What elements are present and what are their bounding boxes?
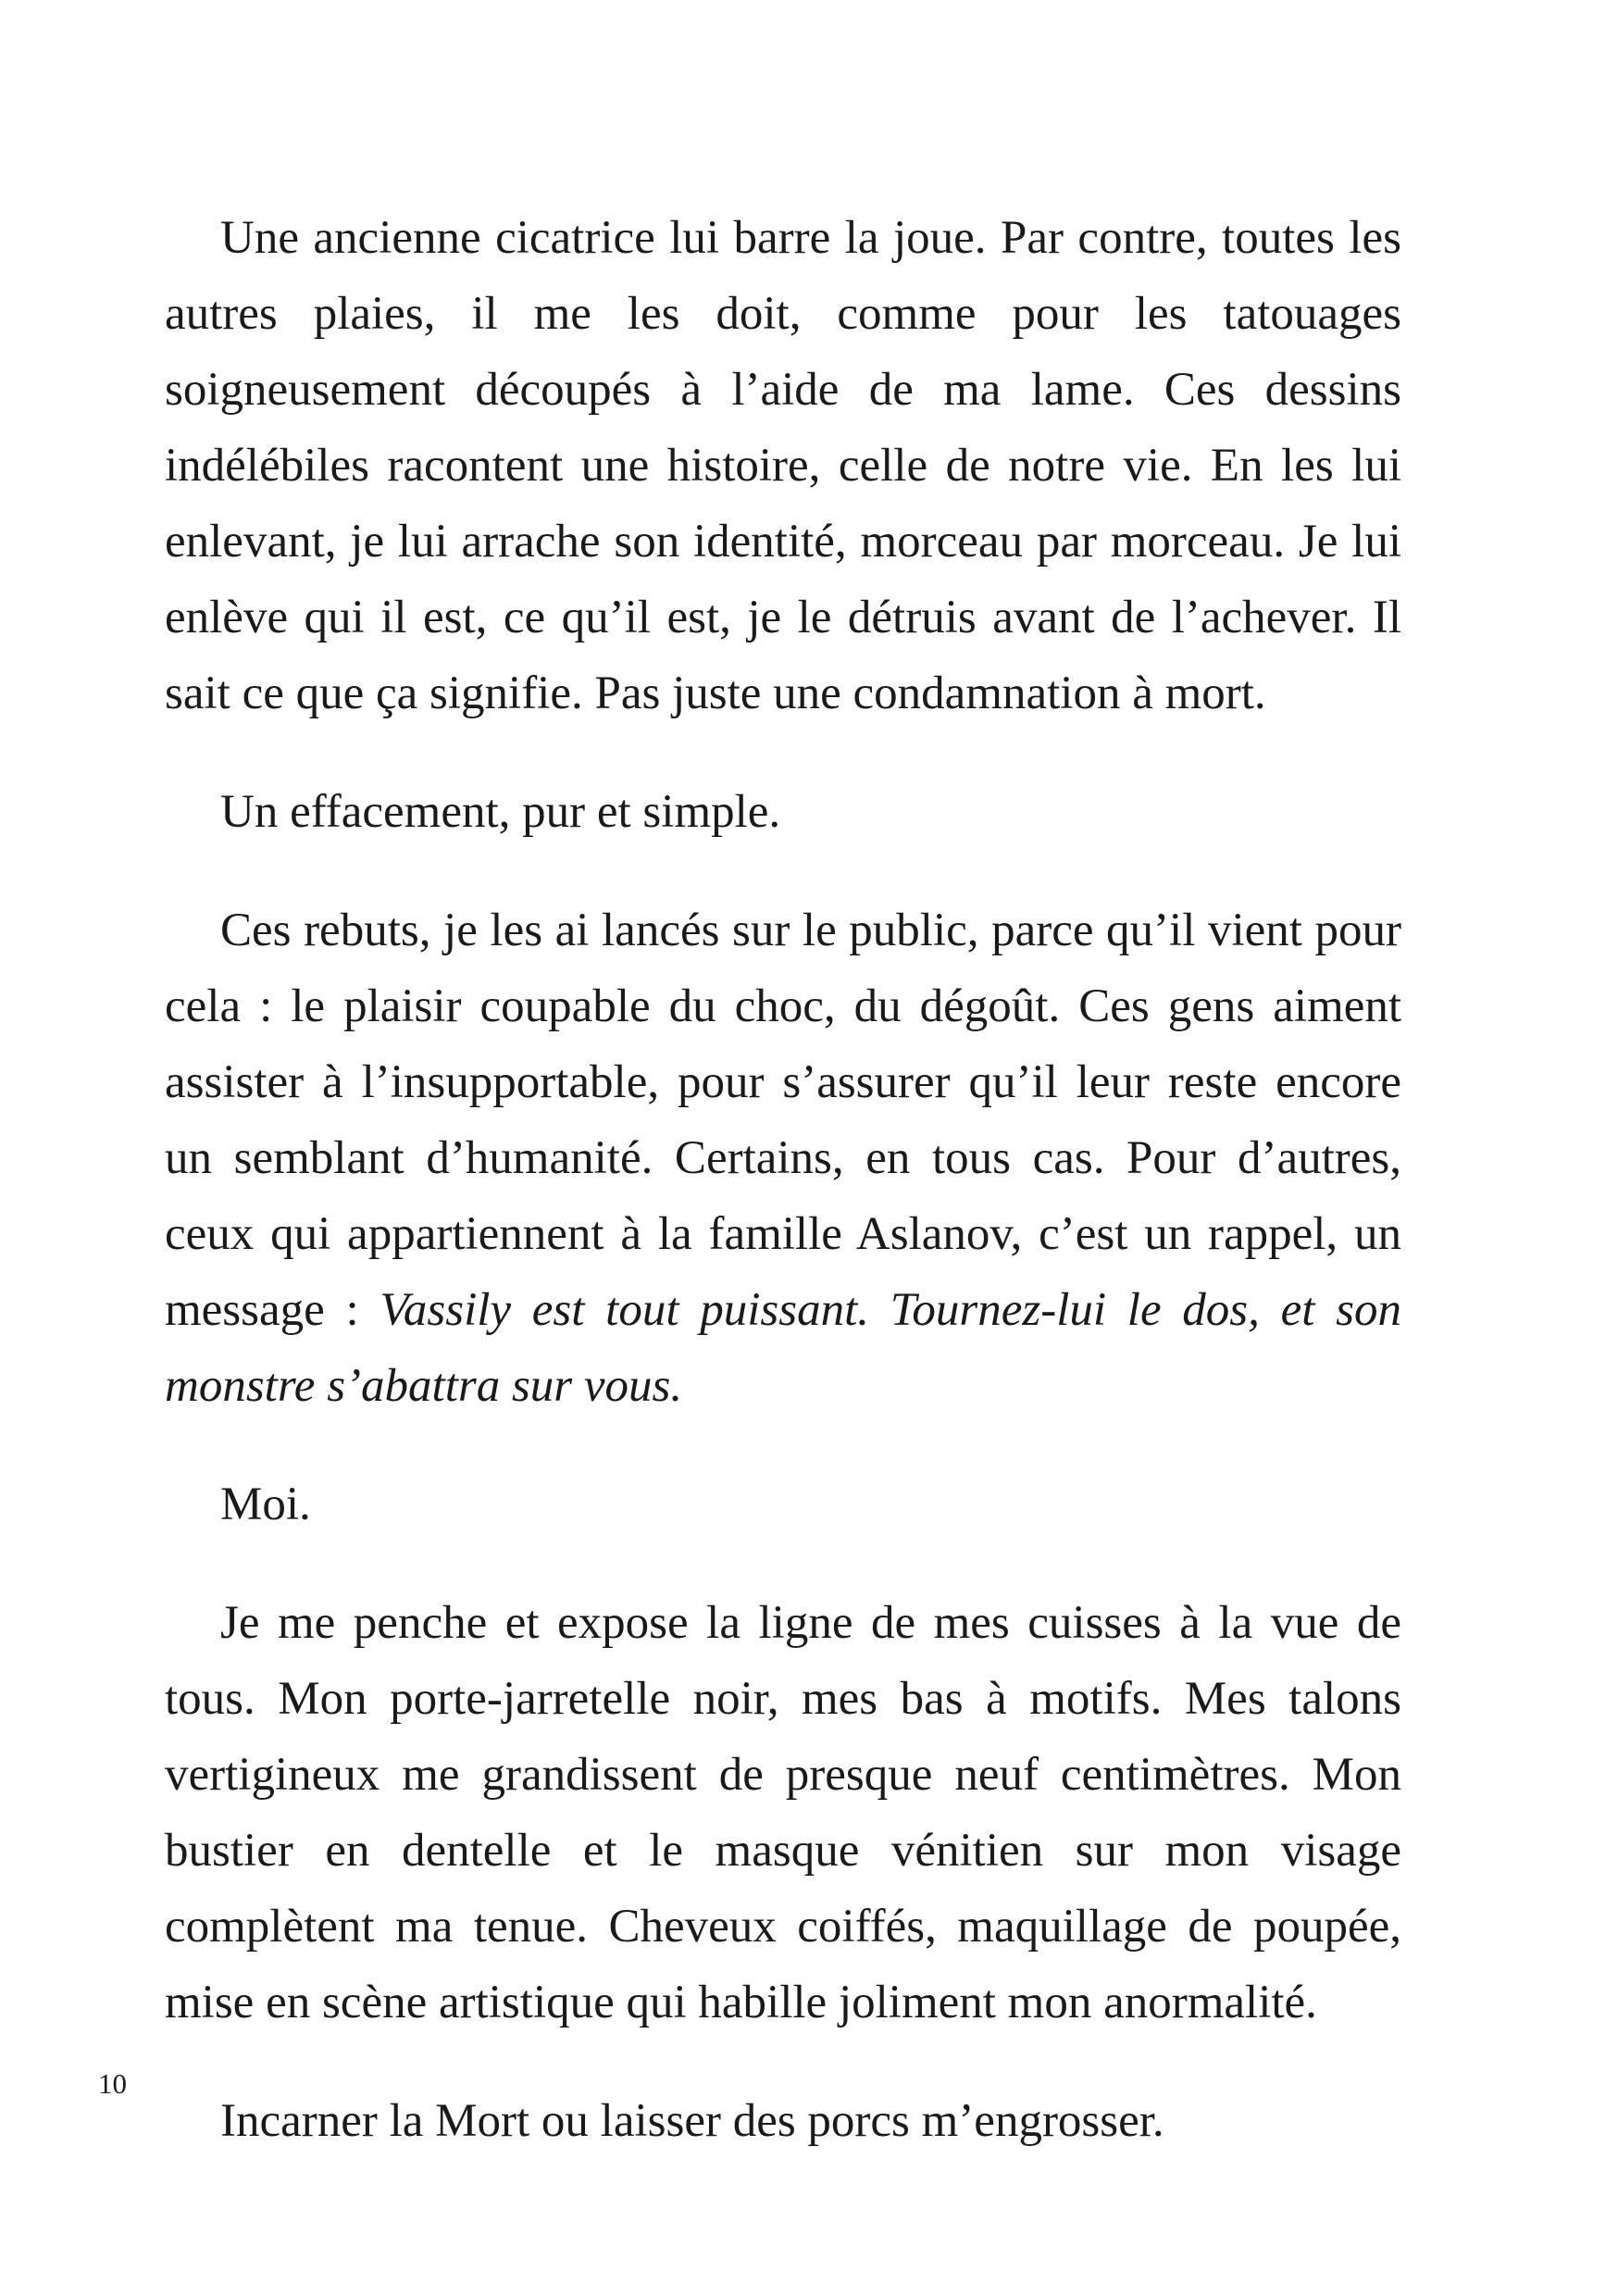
paragraph-moi-text: Moi. (220, 1479, 311, 1530)
paragraph-costume (165, 1585, 1401, 2040)
paragraph-moi (165, 1466, 1401, 1542)
paragraph-public-text: Ces rebuts, je les ai lancés sur le public, parce qu’il vient pour cela : le plaisir coupable du choc, du dégoût. Ces gens aiment assister à l’insupportable, pour s’assurer qu’il leur reste encore un semblant d’humanité. Certains, en tous cas. Pour d’autres, ceux qui appartiennent à la famille Aslanov, c’est un rappel, un message : (165, 905, 1401, 1336)
paragraph-public (165, 892, 1401, 1424)
page-number: 10 (98, 2067, 127, 2100)
paragraph-scar (165, 200, 1401, 731)
paragraph-scar-text: Une ancienne cicatrice lui barre la joue. Par contre, toutes les autres plaies, il me les doit, comme pour les tatouages soigneusement découpés à l’aide de ma lame. Ces dessins indélébiles racontent une histoire, celle de notre vie. En les lui enlevant, je lui arrache son identité, morceau par morceau. Je lui enlève qui il est, ce qu’il est, je le détruis avant de l’achever. Il sait ce que ça signifie. Pas juste une condamnation à mort. (165, 212, 1401, 719)
paragraph-final-text: Incarner la Mort ou laisser des porcs m’engrosser. (220, 2095, 1164, 2147)
paragraph-erasure-text: Un effacement, pur et simple. (220, 786, 781, 838)
paragraph-final (165, 2083, 1401, 2159)
paragraph-costume-text: Je me penche et expose la ligne de mes cuisses à la vue de tous. Mon porte-jarretelle noir, mes bas à motifs. Mes talons vertigineux me grandissent de presque neuf centimètres. Mon bustier en dentelle et le masque vénitien sur mon visage complètent ma tenue. Cheveux coiffés, maquillage de poupée, mise en scène artistique qui habille joliment mon anormalité. (165, 1597, 1401, 2028)
paragraph-public-italic: Vassily est tout puissant. Tournez-lui le dos, et son monstre s’abattra sur vous. (165, 1284, 1401, 1412)
paragraph-erasure (165, 774, 1401, 850)
body-text (165, 200, 1401, 2159)
